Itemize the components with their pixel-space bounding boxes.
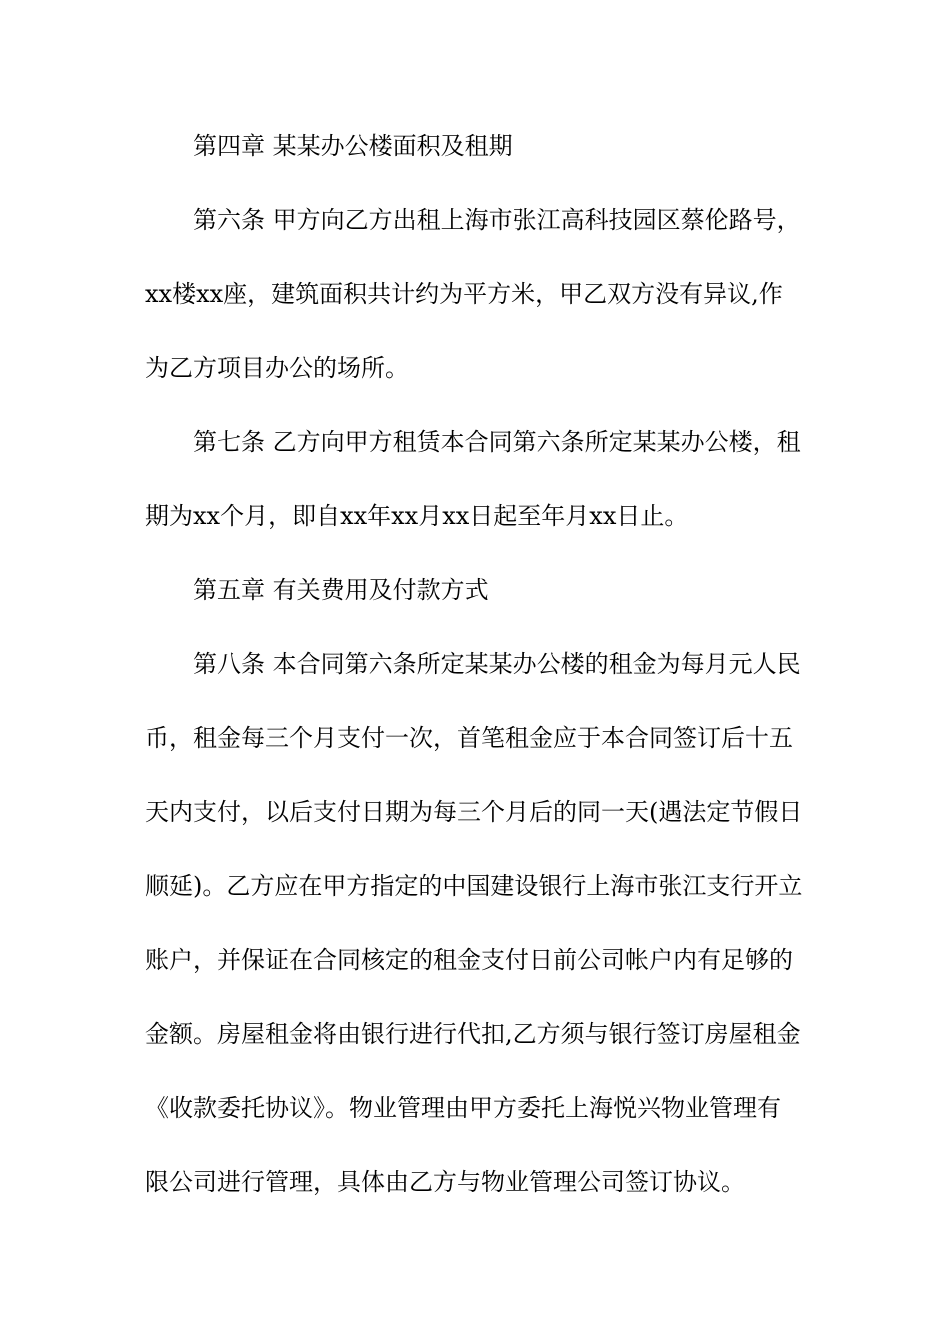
article-8-line-7: 《收款委托协议》。物业管理由甲方委托上海悦兴物业管理有 (145, 1094, 781, 1122)
article-7-line-2: 期为xx个月，即自xx年xx月xx日起至年月xx日止。 (145, 502, 689, 530)
article-6-line-2: xx楼xx座，建筑面积共计约为平方米，甲乙双方没有异议,作 (145, 280, 783, 308)
chapter-4-heading: 第四章 某某办公楼面积及租期 (193, 132, 513, 160)
article-8-line-8: 限公司进行管理，具体由乙方与物业管理公司签订协议。 (145, 1168, 745, 1196)
document-body (145, 128, 807, 1238)
article-7-line-1: 第七条 乙方向甲方租赁本合同第六条所定某某办公楼，租 (193, 428, 801, 456)
article-8-line-6: 金额。房屋租金将由银行进行代扣,乙方须与银行签订房屋租金 (145, 1020, 801, 1048)
article-6-line-1: 第六条 甲方向乙方出租上海市张江高科技园区蔡伦路号， (193, 206, 801, 234)
article-8-line-3: 天内支付，以后支付日期为每三个月后的同一天(遇法定节假日 (145, 798, 803, 826)
article-8-line-4: 顺延)。乙方应在甲方指定的中国建设银行上海市张江支行开立 (145, 872, 803, 900)
article-8-line-1: 第八条 本合同第六条所定某某办公楼的租金为每月元人民 (193, 650, 801, 678)
chapter-5-heading: 第五章 有关费用及付款方式 (193, 576, 489, 604)
article-6-line-3: 为乙方项目办公的场所。 (145, 354, 409, 382)
article-8-line-5: 账户，并保证在合同核定的租金支付日前公司帐户内有足够的 (145, 946, 793, 974)
article-8-line-2: 币，租金每三个月支付一次，首笔租金应于本合同签订后十五 (145, 724, 793, 752)
